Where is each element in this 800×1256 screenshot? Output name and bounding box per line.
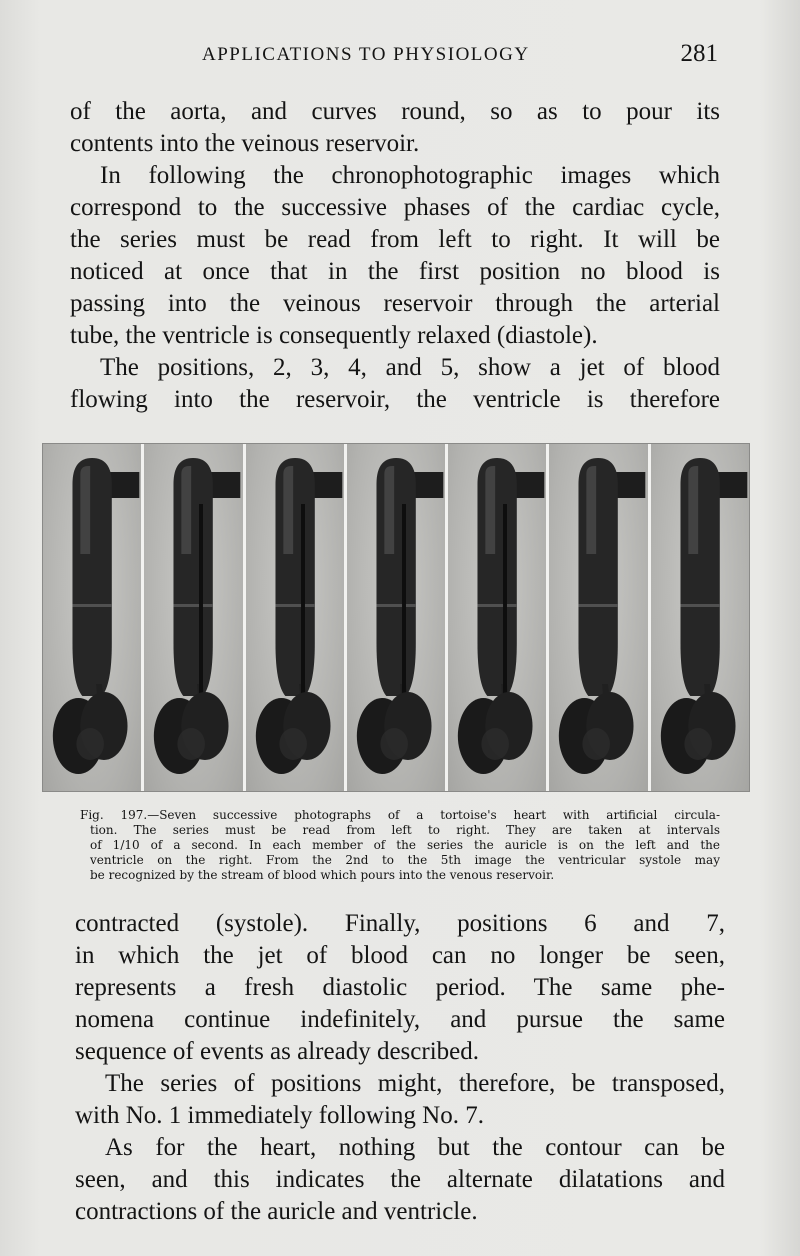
heart-photo-frame	[347, 444, 448, 791]
caption-line: Fig. 197.—Seven successive photographs of a tortoise's heart with artificial circula-	[80, 808, 720, 822]
text-line: tube, the ventricle is consequently relaxed (diastole).	[70, 322, 598, 349]
caption-line: be recognized by the stream of blood which pours into the venous reservoir.	[90, 868, 555, 882]
text-line: In following the chronophotographic images which	[100, 162, 720, 189]
text-line: noticed at once that in the first position no blood is	[70, 258, 720, 285]
text-line: contractions of the auricle and ventricle.	[75, 1198, 478, 1225]
caption-line: ventricle on the right. From the 2nd to the 5th image the ventricular systole may	[90, 853, 720, 867]
heart-photo-frame	[43, 444, 144, 791]
text-line: the series must be read from left to right. It will be	[70, 226, 720, 253]
paragraph	[70, 352, 720, 416]
text-line: As for the heart, nothing but the contour can be	[105, 1134, 725, 1161]
text-line: represents a fresh diastolic period. The same phe-	[75, 974, 725, 1001]
text-line: passing into the veinous reservoir through the arterial	[70, 290, 720, 317]
text-line: contracted (systole). Finally, positions 6 and 7,	[75, 910, 725, 937]
chronophotograph-figure	[42, 443, 750, 792]
text-line: nomena continue indefinitely, and pursue the same	[75, 1006, 725, 1033]
text-line: sequence of events as already described.	[75, 1038, 479, 1065]
heart-photo-frame	[448, 444, 549, 791]
paragraph	[75, 908, 725, 1068]
running-head	[70, 40, 720, 72]
text-line: flowing into the reservoir, the ventricle is therefore	[70, 386, 720, 413]
heart-photo-frame	[246, 444, 347, 791]
body-text-top	[70, 96, 720, 416]
text-line: correspond to the successive phases of the cardiac cycle,	[70, 194, 720, 221]
text-line: of the aorta, and curves round, so as to pour its	[70, 98, 720, 125]
text-line: The positions, 2, 3, 4, and 5, show a jet of blood	[100, 354, 720, 381]
caption-line: tion. The series must be read from left to right. They are taken at intervals	[90, 823, 720, 837]
body-text-bottom	[75, 908, 725, 1228]
text-line: with No. 1 immediately following No. 7.	[75, 1102, 484, 1129]
heart-photo-frame	[144, 444, 245, 791]
text-line: The series of positions might, therefore, be transposed,	[105, 1070, 725, 1097]
heart-photo-frame	[651, 444, 749, 791]
text-line: contents into the veinous reservoir.	[70, 130, 420, 157]
text-line: in which the jet of blood can no longer be seen,	[75, 942, 725, 969]
caption-line: of 1/10 of a second. In each member of the series the auricle is on the left and the	[90, 838, 720, 852]
paragraph	[70, 160, 720, 352]
page-number: 281	[680, 40, 718, 67]
figure-caption	[80, 808, 720, 883]
text-line: seen, and this indicates the alternate dilatations and	[75, 1166, 725, 1193]
paragraph	[70, 96, 720, 160]
heart-photo-frame	[549, 444, 650, 791]
running-title: APPLICATIONS TO PHYSIOLOGY	[202, 44, 530, 65]
paragraph	[75, 1132, 725, 1228]
paragraph	[75, 1068, 725, 1132]
